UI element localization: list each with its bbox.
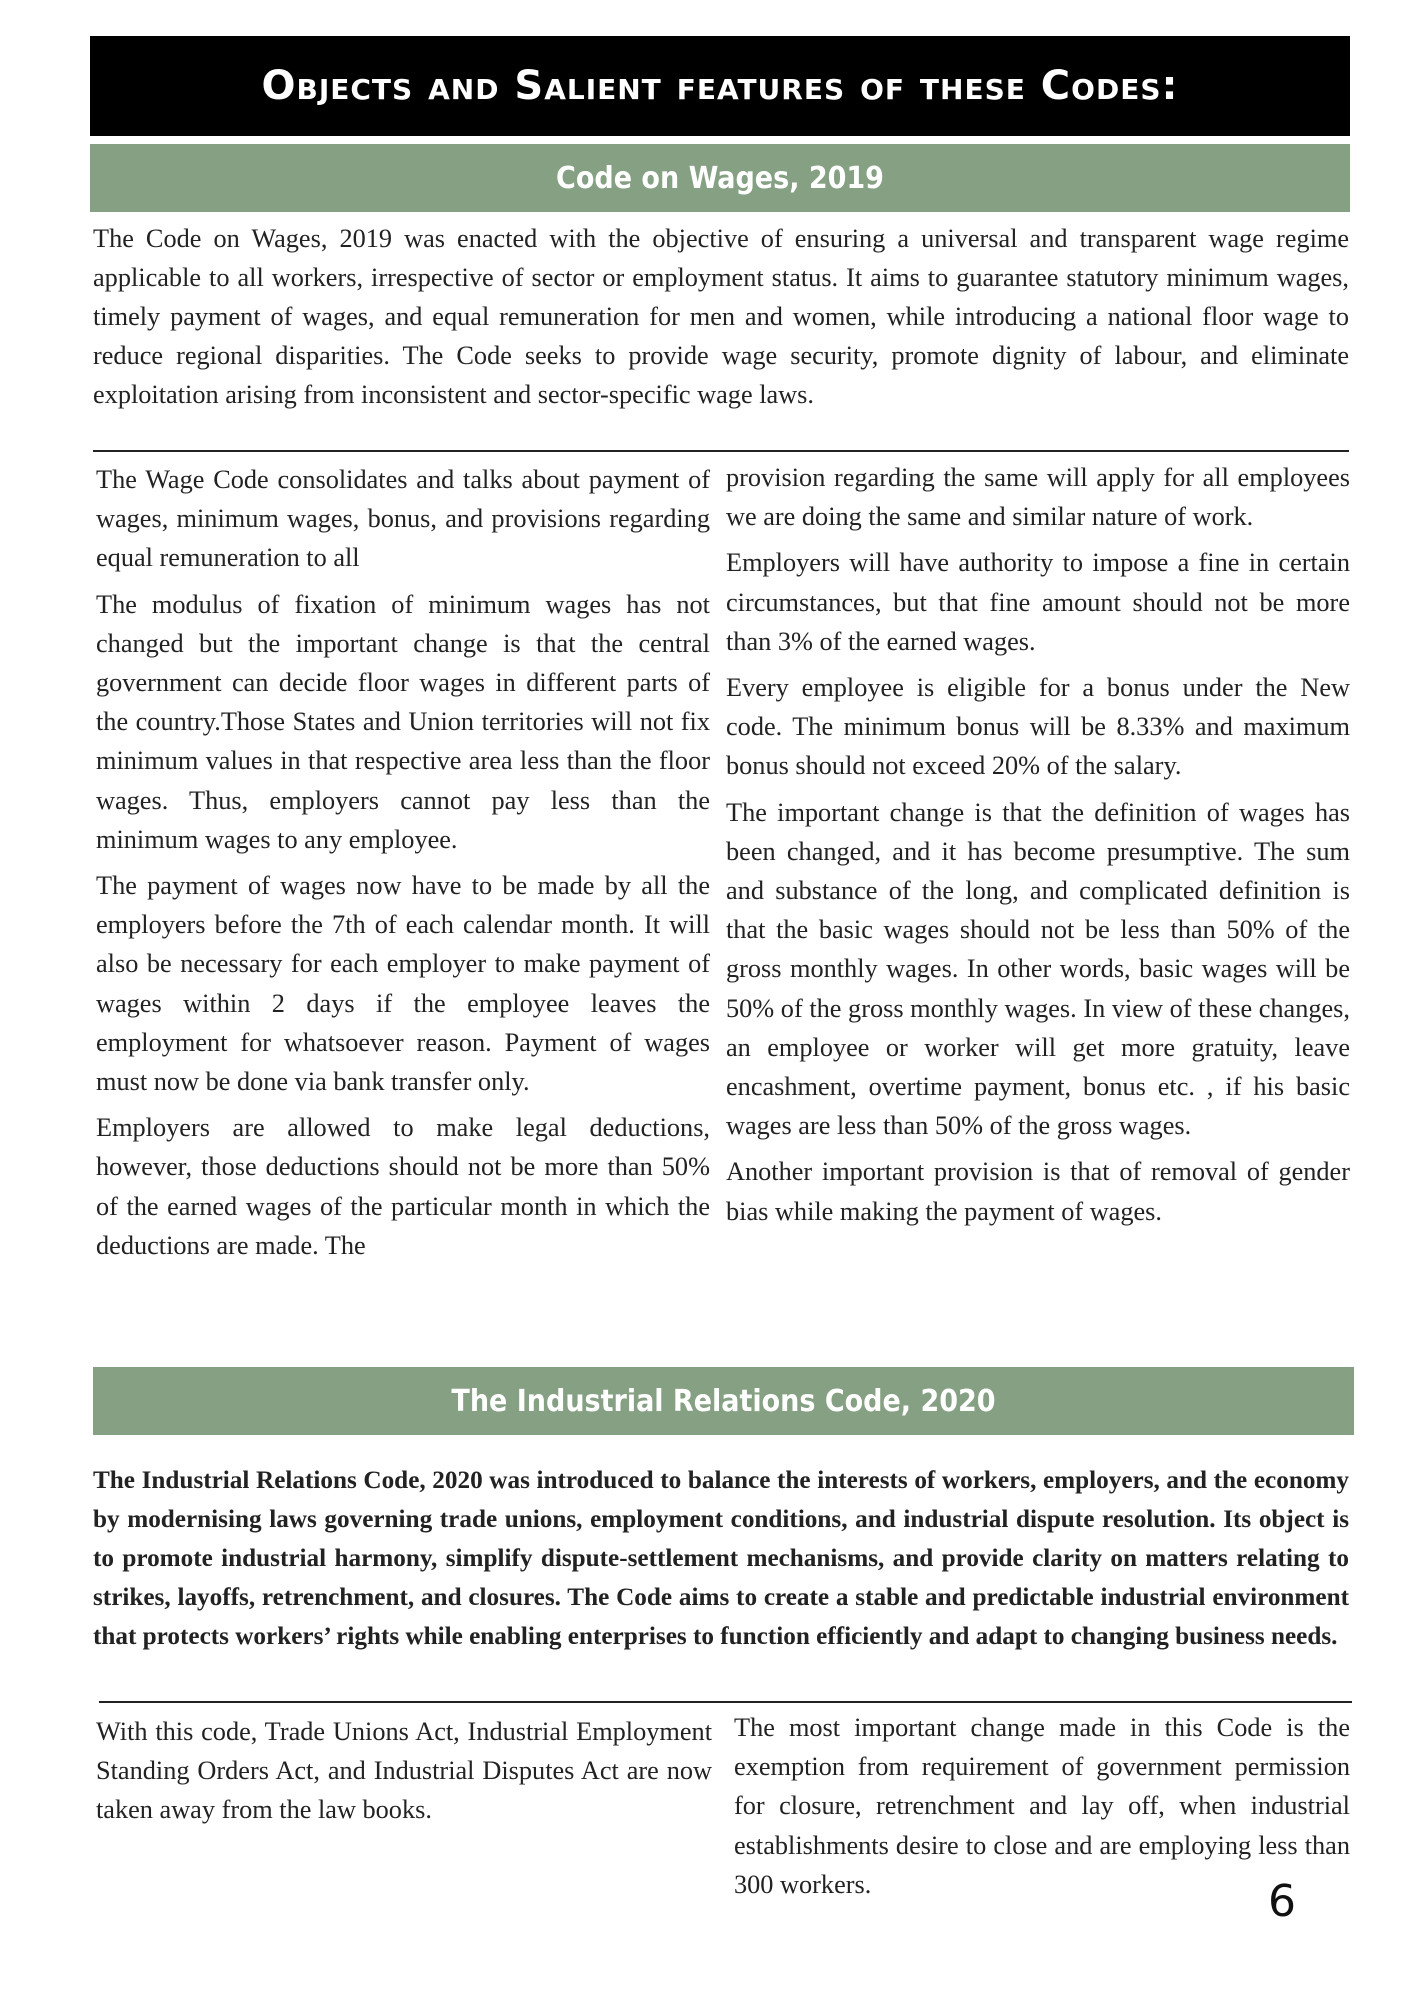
wages-intro: The Code on Wages, 2019 was enacted with the objective of ensuring a universal and transparent wage regime applicable to all workers, irrespective of sector or employment status. It aims to guarantee statutory minimum wages, timely payment of wages, and equal remuneration for men and women, while introducing a national floor wage to reduce regional disparities. The Code seeks to provide wage security, promote dignity of labour, and eliminate exploitation arising from inconsistent and sector-specific wage laws.	[93, 224, 1349, 409]
wages-right-paragraph: Another important provision is that of removal of gender bias while making the payment of wages.	[726, 1157, 1350, 1226]
ir-left-paragraph: With this code, Trade Unions Act, Industrial Employment Standing Orders Act, and Industrial Disputes Act are now taken away from the law books.	[96, 1717, 712, 1825]
wages-right-paragraph: Every employee is eligible for a bonus under the New code. The minimum bonus will be 8.33% and maximum bonus should not exceed 20% of the salary.	[726, 673, 1350, 781]
wages-left-column	[96, 460, 710, 1272]
ir-right-paragraph: The most important change made in this Code is the exemption from requirement of government permission for closure, retrenchment and lay off, when industrial establishments desire to close and are employing less than 300 workers.	[734, 1713, 1350, 1899]
section-title-wages: Code on Wages, 2019	[90, 144, 1350, 212]
wages-right-column	[726, 458, 1350, 1238]
wages-right-paragraph: The important change is that the definition of wages has been changed, and it has become presumptive. The sum and substance of the long, and complicated definition is that the basic wages should not be less than 50% of the gross monthly wages. In other words, basic wages will be 50% of the gross monthly wages. In view of these changes, an employee or worker will get more gratuity, leave encashment, overtime payment, bonus etc. , if his basic wages are less than 50% of the gross wages.	[726, 797, 1350, 1141]
page-heading: Objects and Salient features of these Codes:	[90, 36, 1350, 136]
ir-left-column	[96, 1712, 712, 1837]
wages-left-paragraph: The payment of wages now have to be made by all the employers before the 7th of each calendar month. It will also be necessary for each employer to make payment of wages within 2 days if the employee leaves the employment for whatsoever reason. Payment of wages must now be done via bank transfer only.	[96, 871, 710, 1097]
page-number: 6	[1268, 1876, 1296, 1927]
wages-right-paragraph: Employers will have authority to impose a fine in certain circumstances, but that fine amount should not be more than 3% of the earned wages.	[726, 548, 1350, 656]
wages-left-paragraph: Employers are allowed to make legal deductions, however, those deductions should not be more than 50% of the earned wages of the particular month in which the deductions are made. The	[96, 1113, 710, 1260]
divider	[93, 450, 1349, 452]
ir-intro: The Industrial Relations Code, 2020 was introduced to balance the interests of workers, employers, and the economy by modernising laws governing trade unions, employment conditions, and industrial dispute resolution. Its object is to promote industrial harmony, simplify dispute-settlement mechanisms, and provide clarity on matters relating to strikes, layoffs, retrenchment, and closures. The Code aims to create a stable and predictable industrial environment that protects workers’ rights while enabling enterprises to function efficiently and adapt to changing business needs.	[93, 1467, 1349, 1650]
ir-right-column	[734, 1708, 1350, 1911]
divider	[99, 1701, 1352, 1703]
section-title-industrial-relations: The Industrial Relations Code, 2020	[93, 1367, 1354, 1435]
wages-left-paragraph: The Wage Code consolidates and talks about payment of wages, minimum wages, bonus, and provisions regarding equal remuneration to all	[96, 465, 710, 573]
wages-left-paragraph: The modulus of fixation of minimum wages has not changed but the important change is that the central government can decide floor wages in different parts of the country.Those States and Union territories will not fix minimum values in that respective area less than the floor wages. Thus, employers cannot pay less than the minimum wages to any employee.	[96, 589, 710, 854]
wages-right-paragraph: provision regarding the same will apply for all employees we are doing the same and similar nature of work.	[726, 463, 1350, 532]
